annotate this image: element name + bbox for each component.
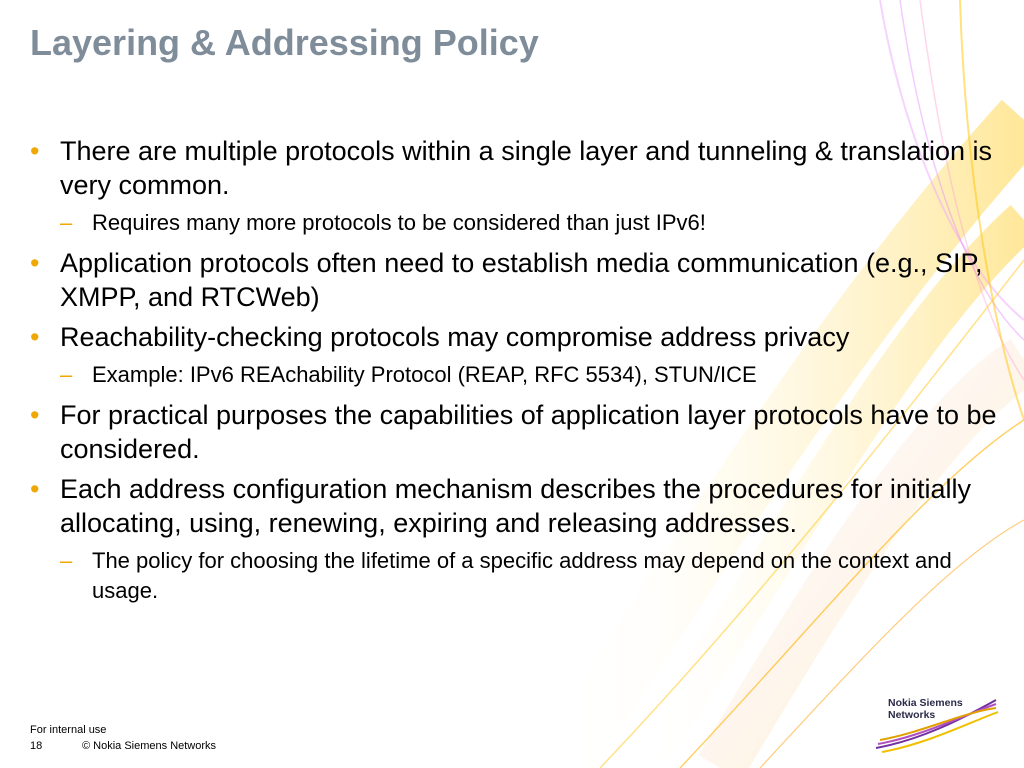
sub-bullet-text: Example: IPv6 REAchability Protocol (REAP, RFC 5534), STUN/ICE <box>92 362 757 387</box>
bullet-item <box>30 320 1000 354</box>
bullet-item <box>30 472 1000 540</box>
bullet-marker: • <box>30 400 40 430</box>
footer-line <box>30 740 216 752</box>
sub-bullet-text: Requires many more protocols to be considered than just IPv6! <box>92 210 706 235</box>
sub-bullet-item <box>30 208 1000 238</box>
sub-bullet-marker: – <box>60 548 73 573</box>
bullet-marker: • <box>30 474 40 504</box>
sub-bullet-item <box>30 546 1000 606</box>
company-logo <box>888 697 963 721</box>
bullet-item <box>30 134 1000 202</box>
page-number: 18 <box>30 740 43 752</box>
slide-title: Layering & Addressing Policy <box>30 22 539 63</box>
sub-bullet-text: The policy for choosing the lifetime of a specific address may depend on the context and usage. <box>92 548 952 603</box>
bullet-text: Application protocols often need to establish media communication (e.g., SIP, XMPP, and RTCWeb) <box>60 248 983 312</box>
sub-bullet-marker: – <box>60 362 73 387</box>
bullet-marker: • <box>30 322 40 352</box>
logo-text-line1: Nokia Siemens <box>888 697 963 709</box>
footer-classification: For internal use <box>30 724 107 736</box>
bullet-text: Each address configuration mechanism describes the procedures for initially allocating, using, renewing, expiring and releasing addresses. <box>60 474 971 538</box>
sub-bullet-item <box>30 360 1000 390</box>
bullet-item <box>30 246 1000 314</box>
bullet-item <box>30 398 1000 466</box>
bullet-text: There are multiple protocols within a single layer and tunneling & translation is very common. <box>60 136 993 200</box>
bullet-marker: • <box>30 136 40 166</box>
bullet-marker: • <box>30 248 40 278</box>
bullet-text: Reachability-checking protocols may compromise address privacy <box>60 322 850 352</box>
sub-bullet-marker: – <box>60 210 73 235</box>
logo-text-line2: Networks <box>888 709 936 721</box>
slide-content <box>30 134 1000 614</box>
footer-copyright: © Nokia Siemens Networks <box>82 740 217 752</box>
bullet-text: For practical purposes the capabilities of application layer protocols have to be considered. <box>60 400 997 464</box>
